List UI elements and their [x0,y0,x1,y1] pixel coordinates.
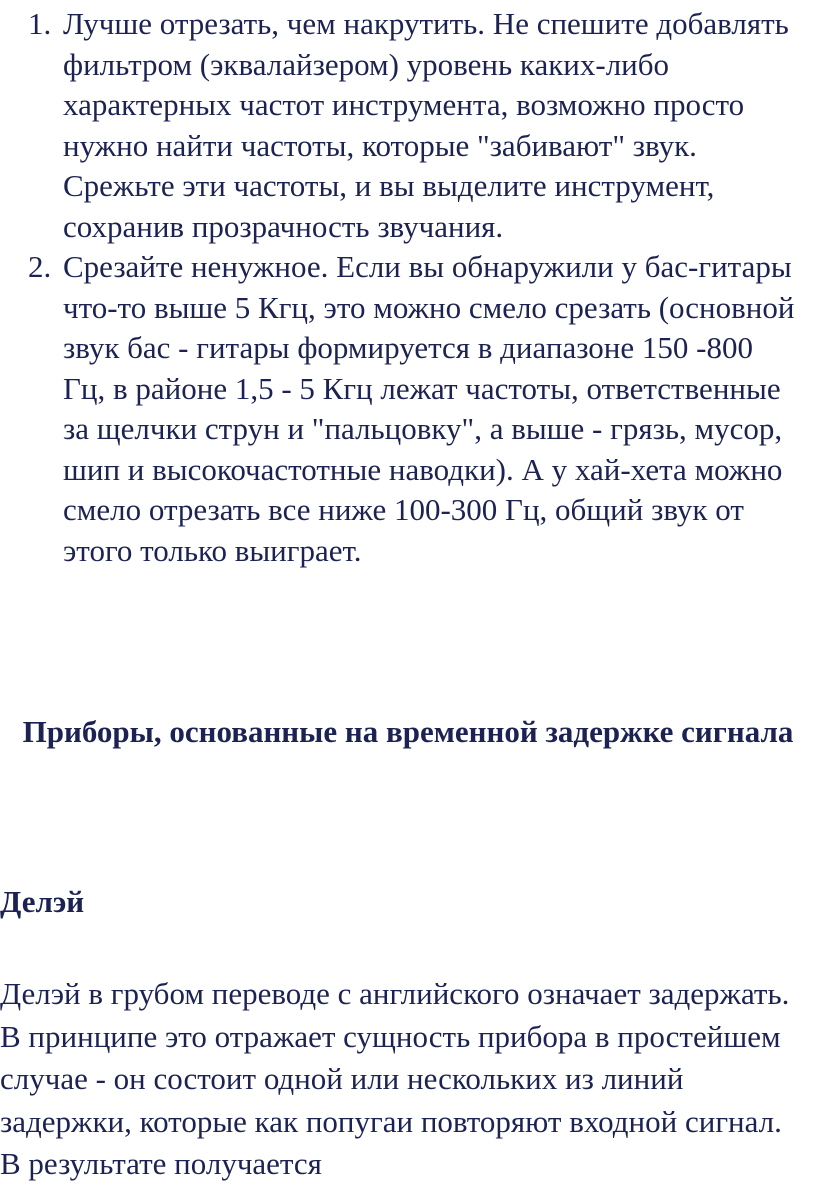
sub-heading: Делэй [0,884,85,919]
tips-list [0,4,816,571]
list-item-number: 1. [28,6,52,41]
list-item [0,4,816,247]
list-item-text: Срезайте ненужное. Если вы обнаружили у бас-гитары что-то выше 5 Кгц, это можно смело срезать (основной звук бас - гитары формируется в диапазоне 150 -800 Гц, в районе 1,5 - 5 Кгц лежат частоты, ответственные за щелчки струн и "пальцовку", а выше - грязь, мусор, шип и высокочастотные наводки). А у хай-хета можно смело отрезать все ниже 100-300 Гц, общий звук от этого только выиграет. [63,249,795,568]
body-paragraph: Делэй в грубом переводе с английского означает задержать. В принципе это отражает сущность прибора в простейшем случае - он состоит одной или нескольких из линий задержки, которые как попугаи повторяют входной сигнал. В результате получается [0,976,790,1181]
list-item-number: 2. [28,249,52,284]
list-item-text: Лучше отрезать, чем накрутить. Не спешите добавлять фильтром (эквалайзером) уровень каких-либо характерных частот инструмента, возможно просто нужно найти частоты, которые "забивают" звук. Срежьте эти частоты, и вы выделите инструмент, сохранив прозрачность звучания. [63,6,789,244]
list-item [0,247,816,571]
section-heading: Приборы, основанные на временной задержке сигнала [22,714,794,749]
